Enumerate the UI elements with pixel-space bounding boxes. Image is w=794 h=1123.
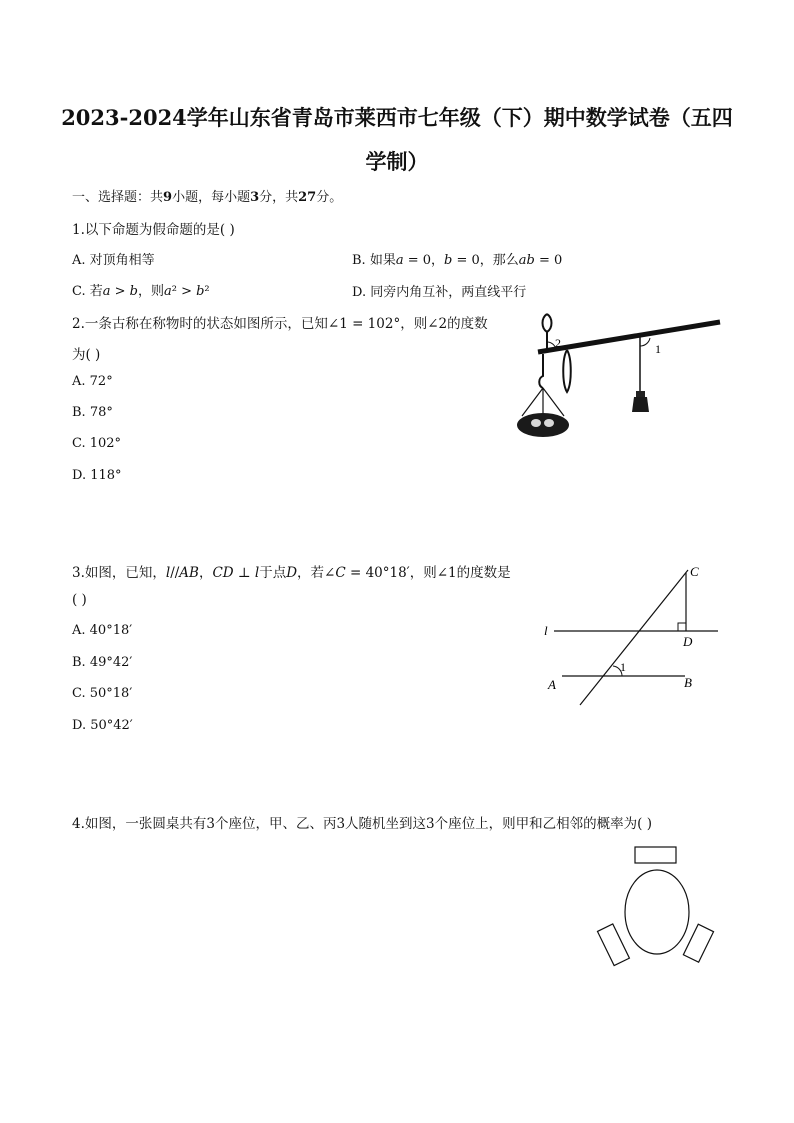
seat-right	[683, 924, 713, 962]
label-l: l	[544, 623, 548, 638]
q3-option-c[interactable]: C. 50°18′	[72, 686, 133, 701]
section-heading	[72, 186, 342, 205]
q3-option-b[interactable]: B. 49°42′	[72, 655, 133, 670]
label-c: C	[690, 564, 699, 579]
label-angle-1: 1	[620, 660, 626, 674]
weight-block	[636, 391, 645, 397]
q1-option-d[interactable]: D. 同旁内角互补，两直线平行	[352, 285, 527, 300]
q1-option-a[interactable]: A. 对顶角相等	[72, 253, 155, 268]
round-table	[625, 870, 689, 954]
angle-1-label: 1	[655, 342, 661, 356]
question-1-stem: 1.以下命题为假命题的是( )	[72, 222, 235, 238]
seat-left	[597, 924, 629, 966]
line-transversal	[580, 570, 688, 705]
q3-option-d[interactable]: D. 50°42′	[72, 718, 133, 733]
q2-option-c[interactable]: C. 102°	[72, 436, 122, 451]
q2-option-a[interactable]: A. 72°	[72, 374, 113, 389]
question-count: 9	[163, 190, 173, 205]
q1-option-b[interactable]: B. 如果𝑎 = 0，𝑏 = 0，那么𝑎𝑏 = 0	[352, 253, 563, 268]
round-table-figure	[595, 842, 720, 972]
angle-2-label: 2	[555, 336, 561, 350]
section-text: 小题，每小题	[172, 190, 251, 205]
label-a: A	[548, 677, 556, 692]
label-d: D	[683, 634, 693, 649]
steelyard-figure	[510, 306, 725, 446]
parallel-lines-figure	[540, 560, 725, 710]
section-text: 一、选择题：共	[72, 190, 164, 205]
seat-top	[635, 847, 676, 863]
q2-option-d[interactable]: D. 118°	[72, 468, 122, 483]
pan-hook	[539, 354, 543, 388]
scale-pan	[517, 413, 569, 437]
right-angle-mark	[678, 623, 686, 631]
q2-option-b[interactable]: B. 78°	[72, 405, 113, 420]
q3-option-a[interactable]: A. 40°18′	[72, 623, 133, 638]
steelyard-beam	[538, 322, 720, 352]
question-3-stem-cont: ( )	[72, 592, 87, 608]
question-4-stem: 4.如图，一张圆桌共有3个座位，甲、乙、丙3人随机坐到这3个座位上，则甲和乙相邻的概率为( )	[72, 816, 652, 832]
section-text: 分，共	[259, 190, 299, 205]
question-2-stem-cont: 为( )	[72, 347, 101, 363]
section-text: 分。	[316, 190, 343, 205]
page-title: 2023-2024学年山东省青岛市莱西市七年级（下）期中数学试卷（五四学制）	[61, 105, 733, 174]
question-3-stem: 3.如图，已知，𝑙//𝐴𝐵，𝐶𝐷 ⊥ 𝑙于点𝐷，若∠𝐶 = 40°18′，则∠1的度数是	[72, 565, 511, 581]
points-total: 27	[298, 190, 317, 205]
points-each: 3	[250, 190, 260, 205]
label-b: B	[684, 675, 692, 690]
q1-option-c[interactable]: C. 若𝑎 > 𝑏，则𝑎² > 𝑏²	[72, 284, 210, 299]
question-2-stem: 2.一条古称在称物时的状态如图所示，已知∠1 = 102°，则∠2的度数	[72, 316, 488, 332]
top-hook	[543, 314, 552, 350]
